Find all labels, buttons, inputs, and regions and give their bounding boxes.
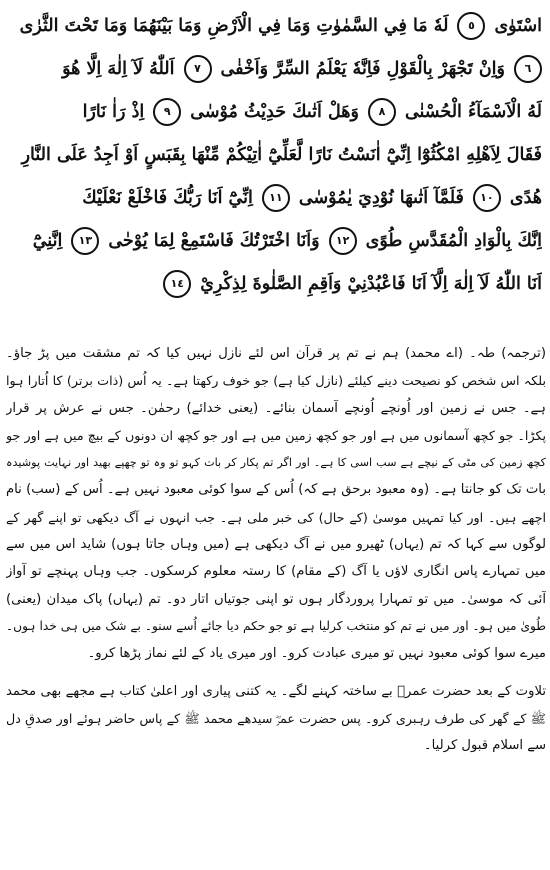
verse-number-marker: ١٤ bbox=[163, 270, 191, 298]
arabic-line bbox=[6, 90, 542, 133]
verse-number-marker: ٥ bbox=[457, 12, 485, 40]
translation-line: ہے۔ جس نے زمین اور اُونچے اُونچے آسمان بنائے۔ (یعنی خدائے) رحمٰن۔ جس نے عرش پر قرار bbox=[6, 400, 546, 416]
translation-line: اچھے ہیں۔ اور کیا تمہیں موسیٰ (کے حال) کی خبر ملی ہے۔ جب انہوں نے آگ دیکھی تو اپنے گھر کے bbox=[6, 509, 546, 525]
arabic-line bbox=[6, 176, 542, 219]
verse-number-marker: ١٠ bbox=[473, 184, 501, 212]
arabic-text: اسْتَوٰى bbox=[494, 15, 542, 36]
verse-number-marker: ٩ bbox=[153, 98, 181, 126]
arabic-line bbox=[6, 219, 542, 262]
translation-line: (ترجمہ) طہ۔ (اے محمد) ہم نے تم پر قرآن اس لئے نازل نہیں کیا کہ تم مشقت میں پڑ جاؤ۔ bbox=[6, 346, 546, 361]
translation-line: میرے سوا کوئی معبود نہیں تو میری عبادت کرو۔ اور میری یاد کے لئے نماز پڑھا کرو۔ bbox=[87, 646, 546, 662]
arabic-text: وَاِنْ تَجْهَرْ بِالْقَوْلِ فَاِنَّهٗ يَعْلَمُ السِّرَّ وَاَخْفٰى bbox=[220, 58, 505, 79]
arabic-line bbox=[6, 262, 542, 305]
narrative-line: تلاوت کے بعد حضرت عمرؓ بے ساختہ کہنے لگے۔ یہ کتنی پیاری اور اعلیٰ کتاب ہے مجھے بھی محمد bbox=[6, 683, 546, 699]
translation-line: بات تک کو جانتا ہے۔ (وہ معبود برحق ہے کہ) اُس کے سوا کوئی معبود نہیں ہے۔ اُس کے (سب) نام bbox=[6, 482, 546, 498]
arabic-text: اِنَّكَ بِالْوَادِ الْمُقَدَّسِ طُوًى bbox=[365, 230, 542, 251]
translation-line: آئی کہ موسیٰ۔ میں تو تمہارا پروردگار ہوں تو اپنی جوتیاں اتار دو۔ تم (یہاں) پاک میدان (یعنی) bbox=[6, 591, 546, 607]
arabic-line bbox=[6, 133, 542, 176]
verse-number-marker: ١٢ bbox=[329, 227, 357, 255]
arabic-text: اَنَا اللّٰهُ لَآ اِلٰهَ اِلَّآ اَنَا فَاعْبُدْنِيْ وَاَقِمِ الصَّلٰوةَ لِذِكْرِيْ bbox=[200, 273, 542, 294]
arabic-text: لَهٗ مَا فِي السَّمٰوٰتِ وَمَا فِي الْاَرْضِ وَمَا بَيْنَهُمَا وَمَا تَحْتَ الثَّرٰى bbox=[19, 15, 449, 36]
urdu-translation bbox=[6, 340, 546, 759]
arabic-line bbox=[6, 47, 542, 90]
arabic-text: هُدًى bbox=[509, 187, 542, 208]
arabic-text: اَللّٰهُ لَآ اِلٰهَ اِلَّا هُوَ bbox=[62, 58, 175, 79]
narrative-line: ﷺ کے گھر کی طرف رہبری کرو۔ پس حضرت عمرؓ سیدھے محمد ﷺ کے پاس حاضر ہوئے اور صدقِ دل bbox=[6, 710, 546, 726]
translation-line: پکڑا۔ جو کچھ آسمانوں میں ہے اور جو کچھ زمین میں ہے اور جو کچھ ان دونوں کے بیچ میں ہے اور جو bbox=[6, 427, 546, 443]
verse-number-marker: ٧ bbox=[184, 55, 212, 83]
verse-number-marker: ١١ bbox=[262, 184, 290, 212]
arabic-text: وَاَنَا اخْتَرْتُكَ فَاسْتَمِعْ لِمَا يُوْحٰى bbox=[108, 230, 320, 251]
arabic-text: فَلَمَّآ اَتٰىهَا نُوْدِيَ يٰمُوْسٰى bbox=[298, 187, 464, 208]
arabic-text: اِنَّنِيْٓ bbox=[32, 230, 63, 251]
arabic-text: لَهُ الْاَسْمَآءُ الْحُسْنٰى bbox=[404, 101, 542, 122]
arabic-verses bbox=[6, 4, 542, 305]
translation-line: کچھ زمین کی مٹی کے نیچے ہے سب اسی کا ہے۔ اور اگر تم پکار کر بات کہو تو وہ تو چھپے بھید اور نہایت پوشیدہ bbox=[6, 456, 546, 470]
arabic-text: اِذْ رَاٰ نَارًا bbox=[82, 101, 145, 122]
translation-line: میں تمہارے پاس انگاری لاؤں یا آگ (کے مقام) کا رستہ معلوم کرسکوں۔ جب وہاں پہنچے تو آواز bbox=[6, 564, 546, 580]
narrative-line: سے اسلام قبول کرلیا۔ bbox=[423, 738, 546, 754]
verse-number-marker: ١٣ bbox=[71, 227, 99, 255]
verse-number-marker: ٨ bbox=[368, 98, 396, 126]
arabic-line bbox=[6, 4, 542, 47]
translation-line: طُویٰ میں ہو۔ اور میں نے تم کو منتخب کرلیا ہے تو جو حکم دیا جائے اُسے سنو۔ بے شک میں ہی خدا ہوں۔ bbox=[6, 618, 546, 633]
arabic-text: فَقَالَ لِاَهْلِهِ امْكُثُوْٓا اِنِّيْٓ اٰنَسْتُ نَارًا لَّعَلِّيْٓ اٰتِيْكُمْ مِّنْهَا بِقَبَسٍ اَوْ اَجِدُ عَلَى النَّارِ bbox=[21, 144, 542, 165]
verse-number-marker: ٦ bbox=[514, 55, 542, 83]
translation-line: لوگوں سے کہا کہ تم (یہاں) ٹھیرو میں نے آگ دیکھی ہے (میں وہاں جاتا ہوں) شاید اس میں سے bbox=[6, 537, 546, 553]
arabic-text: اِنِّيْٓ اَنَا رَبُّكَ فَاخْلَعْ نَعْلَيْكَ bbox=[82, 187, 253, 208]
arabic-text: وَهَلْ اَتٰىكَ حَدِيْثُ مُوْسٰى bbox=[190, 101, 359, 122]
translation-line: بلکہ اس شخص کو نصیحت دینے کیلئے (نازل کیا ہے) جو خوف رکھتا ہے۔ یہ اُس (ذات برتر) کا اُتارا ہوا bbox=[6, 373, 546, 389]
